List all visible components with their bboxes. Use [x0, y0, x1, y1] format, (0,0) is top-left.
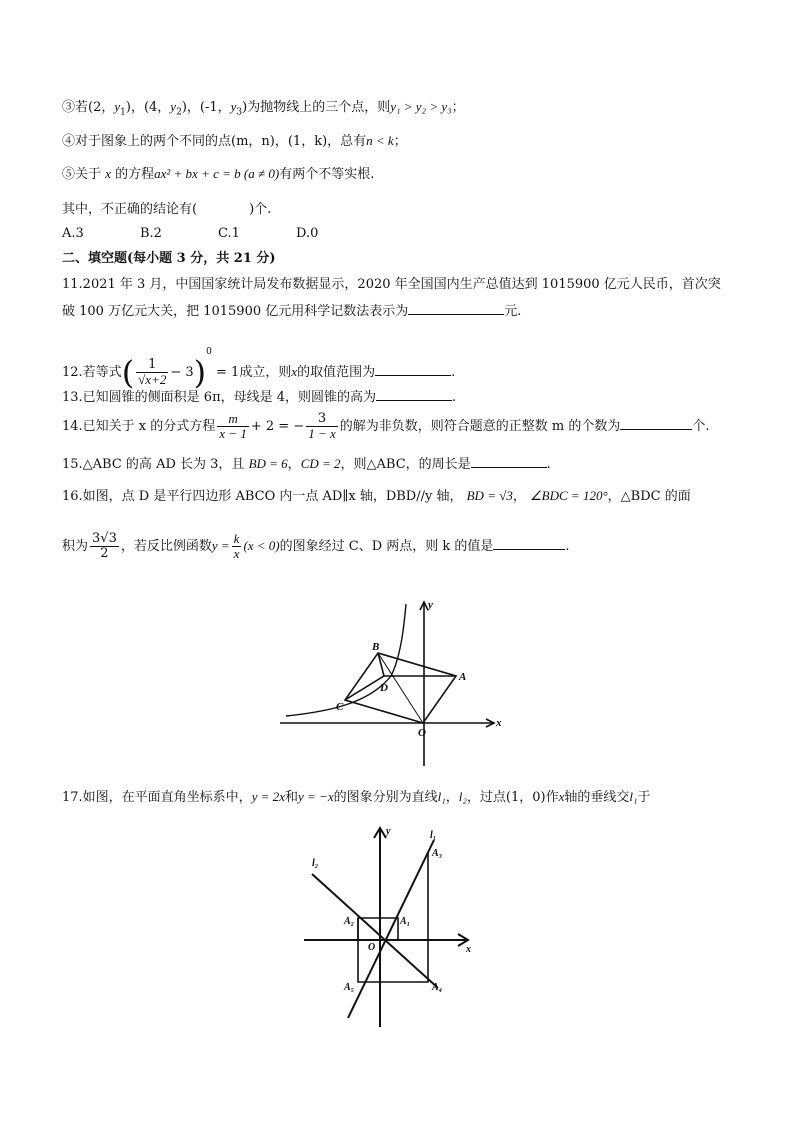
k-fraction	[232, 532, 242, 561]
label-a2: A₂	[344, 916, 355, 927]
question-16-text-d: 的图象经过 C、D 两点，则 k 的值是	[279, 539, 494, 554]
fraction-numerator: 1	[136, 358, 168, 373]
choice-3-text4: )为抛物线上的三个点，则	[242, 100, 391, 115]
choice-4-inequality: n < k	[366, 133, 394, 148]
question-15-end: .	[546, 457, 551, 472]
question-16-end: .	[565, 539, 570, 554]
exponent: 0	[206, 347, 212, 357]
question-17-mid: 的图象分别为直线	[333, 790, 438, 805]
question-13	[62, 387, 456, 407]
label-l2: l₂	[312, 858, 319, 869]
option-b[interactable]: B.2	[140, 226, 162, 241]
answer-paren-space[interactable]	[197, 200, 249, 213]
area-fraction	[90, 532, 119, 561]
question-16-answer-blank[interactable]	[493, 536, 565, 550]
label-o: O	[368, 942, 376, 953]
choice-5	[62, 165, 374, 184]
label-y: y	[428, 599, 433, 611]
question-11-line1: 11.2021 年 3 月，中国国家统计局发布数据显示，2020 年全国国内生产总值达到 1015900 亿元人民币，首次突	[62, 277, 721, 292]
question-12-suffix: 的取值范围为	[297, 365, 376, 380]
label-x: x	[496, 717, 502, 729]
separator: ，	[287, 457, 301, 472]
equation-l2: y = −x	[298, 789, 334, 804]
choice-5-text2: 的方程	[115, 167, 155, 182]
fraction-denominator: √x+2	[138, 372, 167, 387]
choice-5-equation: ax² + bx + c = b (a ≠ 0)	[154, 166, 280, 181]
label-a: A	[459, 671, 467, 683]
cd-value: CD = 2	[300, 456, 341, 471]
plus-two: + 2 = −	[250, 419, 305, 434]
fraction-denominator: x	[233, 546, 240, 561]
label-o: O	[418, 727, 426, 739]
label-d: D	[380, 682, 388, 694]
question-13-text: 13.已知圆锥的侧面积是 6π，母线是 4，则圆锥的高为	[62, 390, 377, 405]
question-16-area-label: 积为	[62, 539, 89, 554]
choice-4	[62, 132, 407, 151]
fraction-denominator: x − 1	[219, 426, 247, 441]
question-13-answer-blank[interactable]	[376, 387, 452, 401]
question-17	[62, 788, 651, 807]
bd-value: BD = 6	[248, 456, 288, 471]
fraction-numerator: 3	[306, 412, 338, 427]
fraction-numerator: 3√3	[92, 531, 117, 546]
function-y: y =	[211, 538, 230, 553]
label-a3: A₃	[432, 848, 443, 859]
question-12: 12.若等式( $\frac{1}{√x+2}$ − 3)$^0$ = 1成立，则x的取值范围为 .	[62, 347, 456, 392]
question-15	[62, 454, 551, 474]
separator: ，	[445, 790, 459, 805]
question-15-text: 15.△ABC 的高 AD 长为 3，且	[62, 457, 245, 472]
question-11-end: 元.	[504, 304, 522, 319]
label-a4: A₄	[432, 982, 443, 993]
label-a5: A₅	[344, 982, 355, 993]
question-16-text: 16.如图，点 D 是平行四边形 ABCO 内一点 AD∥x 轴，DBD//y 轴，	[62, 489, 463, 504]
question-16-text-b: ，△BDC 的面	[607, 489, 691, 504]
option-d[interactable]: D.0	[296, 226, 319, 241]
question-14	[62, 410, 709, 444]
line-l2-name: l₂	[458, 789, 467, 804]
separator: ，	[512, 489, 526, 504]
question-16-line2	[62, 528, 570, 565]
question-14-answer-blank[interactable]	[620, 416, 692, 430]
question-12-var: x	[291, 364, 298, 379]
choice-3-text2: )，(4，	[125, 100, 171, 115]
bd-length: BD = √3	[466, 488, 513, 503]
choice-3-mark: ③	[62, 100, 76, 115]
question-12-text: 12.若等式	[62, 365, 122, 380]
fraction-numerator: k	[233, 531, 240, 546]
question-14-end: 个.	[692, 419, 710, 434]
question-16-text-c: ，若反比例函数	[120, 539, 212, 554]
fraction-numerator: m	[217, 412, 249, 427]
label-c: C	[336, 701, 344, 713]
choice-5-end: 有两个不等实根.	[279, 167, 375, 182]
conjunction: 和	[285, 790, 299, 805]
question-14-mid: 的解为非负数，则符合题意的正整数 m 的个数为	[339, 419, 621, 434]
question-11-line2	[62, 301, 521, 321]
prompt-text: 其中，不正确的结论有(	[62, 202, 198, 217]
question-16-line1	[62, 487, 691, 506]
fraction-m	[217, 412, 249, 441]
choice-5-mark: ⑤	[62, 167, 76, 182]
question-17-tail2: 轴的垂线交	[564, 790, 630, 805]
section-2-heading: 二、填空题(每小题 3 分，共 21 分)	[62, 251, 276, 266]
question-15-answer-blank[interactable]	[471, 454, 547, 468]
construction-path	[358, 852, 428, 982]
fraction-denominator: 2	[100, 546, 109, 561]
line-l2	[312, 874, 438, 988]
angle-bdc: ∠BDC = 120°	[530, 488, 608, 503]
label-y: y	[386, 826, 391, 837]
choice-4-text: 对于图象上的两个不同的点(m，n)，(1，k)，总有	[75, 134, 367, 149]
question-17-text: 17.如图，在平面直角坐标系中，	[62, 790, 252, 805]
question-10-options	[62, 225, 374, 243]
figure-16-diagram	[276, 596, 506, 772]
choice-5-var: x	[105, 166, 111, 181]
fraction-denominator: 1 − x	[308, 426, 336, 441]
question-12-fraction	[136, 358, 168, 387]
question-10-prompt	[62, 200, 271, 219]
choice-5-text: 关于	[75, 167, 102, 182]
label-l1: l₁	[430, 830, 437, 841]
figure-17-diagram	[298, 822, 482, 1034]
segment-bd	[378, 653, 384, 676]
question-17-tail: ，过点(1，0)作	[466, 790, 559, 805]
question-11-answer-blank[interactable]	[408, 301, 504, 315]
domain-condition: (x < 0)	[243, 538, 280, 553]
fraction-3	[306, 412, 338, 441]
question-12-answer-blank[interactable]	[375, 362, 451, 376]
choice-4-mark: ④	[62, 134, 76, 149]
question-12-end: .	[451, 365, 456, 380]
choice-3-text: 若(2，	[75, 100, 115, 115]
question-15-mid: ，则△ABC，的周长是	[340, 457, 471, 472]
option-a[interactable]: A.3	[62, 226, 84, 241]
minus-three: − 3	[170, 365, 194, 380]
question-12-mid: 成立，则	[239, 365, 292, 380]
prompt-end: )个.	[249, 202, 272, 217]
choice-4-end: ；	[393, 134, 407, 149]
choice-3-inequality: y₁ > y₂ > y₃	[390, 99, 452, 114]
question-14-text: 14.已知关于 x 的分式方程	[62, 419, 216, 434]
line-l1-name-2: l₁	[629, 789, 638, 804]
choice-3-end: ；	[451, 100, 465, 115]
question-17-end: 于	[637, 790, 651, 805]
option-c[interactable]: C.1	[218, 226, 240, 241]
choice-3-text3: )，(-1，	[181, 100, 231, 115]
question-13-end: .	[452, 390, 457, 405]
label-b: B	[372, 641, 380, 653]
label-a1: A₁	[400, 916, 411, 927]
line-l1-name: l₁	[437, 789, 446, 804]
x-var: x	[558, 789, 565, 804]
question-11-text: 破 100 万亿元大关，把 1015900 亿元用科学记数法表示为	[62, 304, 409, 319]
label-x: x	[466, 944, 471, 955]
line-l1	[348, 840, 434, 1018]
equation-l1: y = 2x	[251, 789, 285, 804]
equals-one: = 1	[216, 365, 240, 380]
choice-3: ③若(2，$y_1$)，(4，$y_2$)，(-1，$y_3$)为抛物线上的三个点，则y₁ > y₂ > y₃；	[62, 99, 465, 118]
